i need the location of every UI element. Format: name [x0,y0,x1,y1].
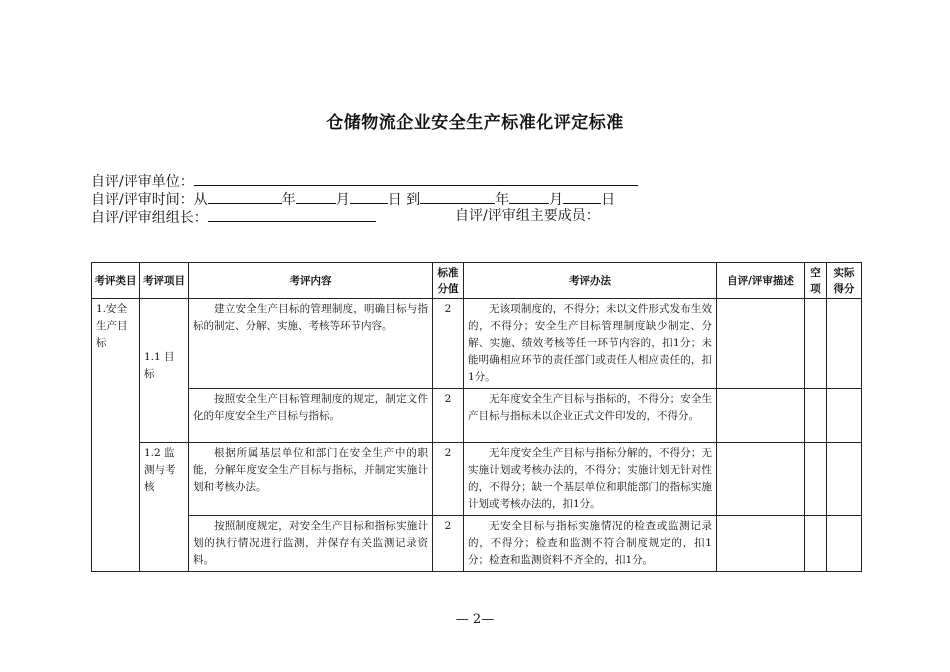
from-year-label: 年 [281,192,296,208]
empty-cell[interactable] [805,443,827,516]
leader-label: 自评/评审组组长： [91,210,208,226]
score-cell: 2 [433,516,464,572]
leader-blank[interactable] [208,207,376,222]
empty-cell[interactable] [805,389,827,443]
unit-label: 自评/评审单位： [91,174,194,190]
method-cell: 无安全目标与指标实施情况的检查或监测记录的，不得分；检查和监测不符合制度规定的，扣1分；检查和监测资料不齐全的，扣1分。 [464,516,717,572]
from-month-label: 月 [335,192,350,208]
from-day-blank[interactable] [350,189,388,204]
content-cell: 按照安全生产目标管理制度的规定，制定文件化的年度安全生产目标与指标。 [189,389,433,443]
to-day-label: 日 [601,192,616,208]
header-category: 考评类目 [92,263,140,299]
score-cell: 2 [433,389,464,443]
header-item: 考评项目 [140,263,189,299]
members-label: 自评/评审组主要成员： [455,208,600,224]
table-row [92,299,862,389]
header-desc: 自评/评审描述 [717,263,805,299]
method-cell: 无年度安全生产目标与指标分解的，不得分；无实施计划或考核办法的，不得分；实施计划无针对性的，不得分；缺一个基层单位和职能部门的指标实施计划或考核办法的，扣1分。 [464,443,717,516]
content-cell: 根据所属基层单位和部门在安全生产中的职能，分解年度安全生产目标与指标，并制定实施计划和考核办法。 [189,443,433,516]
from-day-label: 日 [387,192,402,208]
evaluation-table [91,262,862,572]
table-row [92,389,862,443]
method-cell: 无年度安全生产目标与指标的，不得分；安全生产目标与指标未以企业正式文件印发的，不得分。 [464,389,717,443]
from-year-blank[interactable] [208,189,282,204]
item-cell-1-1: 1.1 目标 [140,299,189,443]
table-row [92,516,862,572]
header-method: 考评办法 [464,263,717,299]
desc-cell[interactable] [717,443,805,516]
score-cell: 2 [433,443,464,516]
members-line [455,207,600,225]
time-to: 到 [406,192,421,208]
to-month-label: 月 [549,192,564,208]
to-year-blank[interactable] [420,189,495,204]
actual-score-cell[interactable] [827,516,862,572]
table-row [92,443,862,516]
desc-cell[interactable] [717,299,805,389]
method-cell: 无该项制度的，不得分；未以文件形式发布生效的，不得分；安全生产目标管理制度缺少制定、分解、实施、绩效考核等任一环节内容的，扣1分；未能明确相应环节的责任部门或责任人相应责任的，扣1分。 [464,299,717,389]
header-content: 考评内容 [189,263,433,299]
leader-line [91,207,376,227]
document-title: 仓储物流企业安全生产标准化评定标准 [326,113,624,133]
desc-cell[interactable] [717,389,805,443]
time-label: 自评/评审时间： [91,192,194,208]
time-line [91,189,615,209]
desc-cell[interactable] [717,516,805,572]
from-month-blank[interactable] [296,189,336,204]
content-cell: 建立安全生产目标的管理制度，明确目标与指标的制定、分解、实施、考核等环节内容。 [189,299,433,389]
unit-blank[interactable] [194,171,638,186]
score-cell: 2 [433,299,464,389]
content-cell: 按照制度规定，对安全生产目标和指标实施计划的执行情况进行监测，并保存有关监测记录资料。 [189,516,433,572]
header-empty: 空项 [805,263,827,299]
to-year-label: 年 [495,192,510,208]
empty-cell[interactable] [805,299,827,389]
actual-score-cell[interactable] [827,299,862,389]
header-score: 标准分值 [433,263,464,299]
actual-score-cell[interactable] [827,389,862,443]
unit-line [91,171,638,191]
to-day-blank[interactable] [563,189,601,204]
page-number: — 2— [455,612,495,627]
time-from: 从 [193,192,208,208]
header-actual: 实际得分 [827,263,862,299]
category-cell: 1.安全生产目标 [92,299,140,572]
to-month-blank[interactable] [509,189,549,204]
item-cell-1-2: 1.2 监测与考核 [140,443,189,572]
empty-cell[interactable] [805,516,827,572]
header-row [92,263,862,299]
actual-score-cell[interactable] [827,443,862,516]
